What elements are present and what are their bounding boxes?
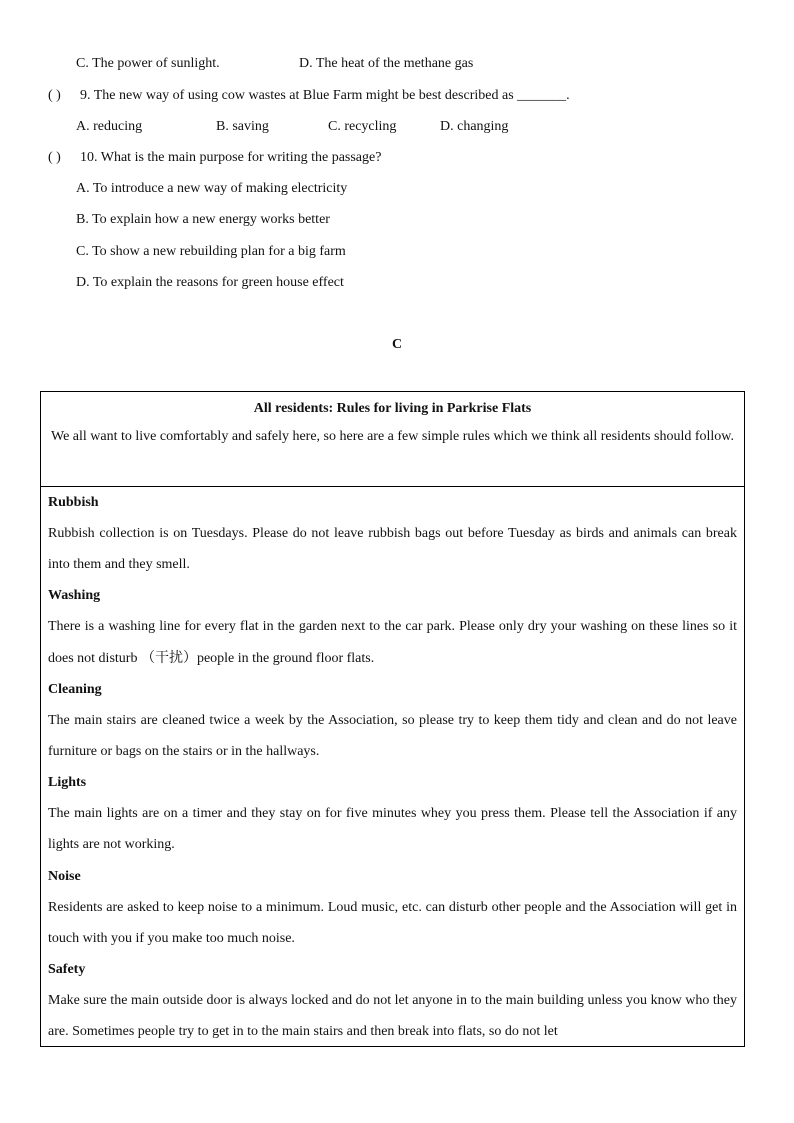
q9-option-b: B. saving xyxy=(216,119,269,134)
question-9-text: 9. The new way of using cow wastes at Blue Farm might be best described as _______. xyxy=(80,88,570,103)
rule-washing xyxy=(48,580,737,673)
q10-option-c: C. To show a new rebuilding plan for a big farm xyxy=(76,244,346,259)
rule-text: The main lights are on a timer and they stay on for five minutes whey you press them. Please tell the Association if any lights are not working. xyxy=(48,806,737,853)
q8-option-c: C. The power of sunlight. xyxy=(76,56,220,71)
rule-text: Rubbish collection is on Tuesdays. Please do not leave rubbish bags out before Tuesday as birds and animals can break into them and they smell. xyxy=(48,526,737,573)
rule-rubbish xyxy=(48,487,737,580)
notice-body xyxy=(41,487,744,1047)
notice-title: All residents: Rules for living in Parkrise Flats xyxy=(253,401,532,416)
q10-option-a: A. To introduce a new way of making electricity xyxy=(76,181,348,196)
q9-option-a: A. reducing xyxy=(76,119,143,134)
q10-option-d: D. To explain the reasons for green house effect xyxy=(76,275,344,290)
answer-blank-10[interactable]: ( ) xyxy=(48,150,61,165)
rules-notice-box xyxy=(40,391,745,1047)
q9-option-c: C. recycling xyxy=(328,119,397,134)
rule-lights xyxy=(48,767,737,860)
rule-noise xyxy=(48,861,737,954)
q10-option-b: B. To explain how a new energy works better xyxy=(76,212,330,227)
section-heading: C xyxy=(391,337,403,352)
q9-option-d: D. changing xyxy=(440,119,509,134)
rule-heading: Lights xyxy=(48,775,87,791)
rule-heading: Cleaning xyxy=(48,681,102,697)
rule-safety xyxy=(48,954,737,1047)
rule-text: The main stairs are cleaned twice a week by the Association, so please try to keep them tidy and clean and do not leave furniture or bags on the stairs or in the hallways. xyxy=(48,712,737,760)
rule-text: Make sure the main outside door is always locked and do not let anyone in to the main building unless you know who they are. Sometimes people try to get in to the main stairs and then break into flats, so do not let xyxy=(48,993,737,1040)
rule-heading: Rubbish xyxy=(48,495,99,510)
rule-text: There is a washing line for every flat in the garden next to the car park. Please only dry your washing on these lines so it does not disturb （干扰）people in the ground floor flats. xyxy=(48,619,737,666)
notice-header xyxy=(41,392,744,487)
rule-text: Residents are asked to keep noise to a minimum. Loud music, etc. can disturb other people and the Association will get in touch with you if you make too much noise. xyxy=(48,899,737,946)
rule-heading: Washing xyxy=(48,588,101,604)
rule-heading: Safety xyxy=(48,962,86,978)
question-10-text: 10. What is the main purpose for writing the passage? xyxy=(80,150,382,165)
rule-cleaning xyxy=(48,674,737,767)
answer-blank-9[interactable]: ( ) xyxy=(48,88,61,103)
q8-option-d: D. The heat of the methane gas xyxy=(299,56,474,71)
notice-intro: We all want to live comfortably and safely here, so here are a few simple rules which we think all residents should follow. xyxy=(51,429,734,444)
rule-heading: Noise xyxy=(48,868,81,884)
